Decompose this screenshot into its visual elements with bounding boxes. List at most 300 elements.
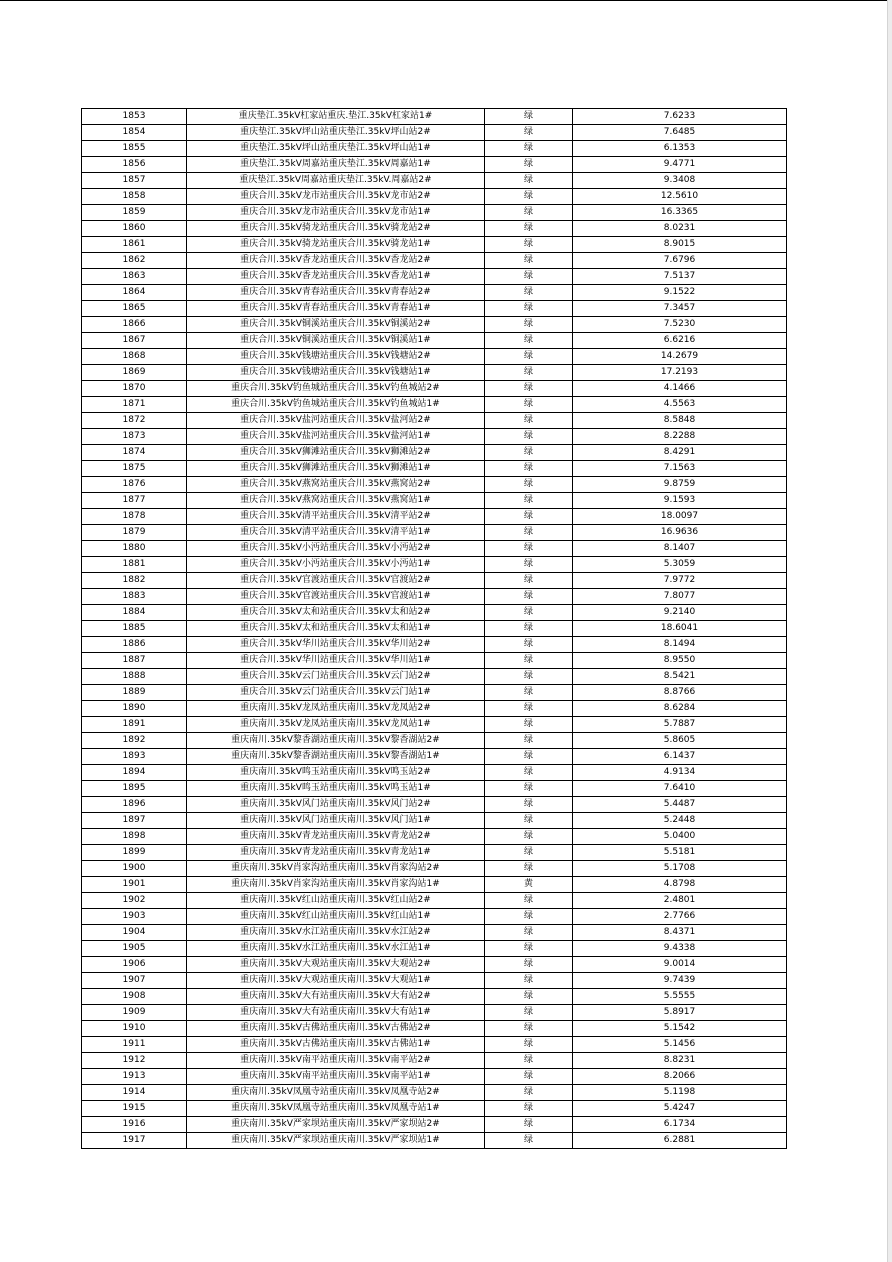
table-row bbox=[82, 333, 787, 349]
table-row bbox=[82, 189, 787, 205]
station-name-cell: 重庆合川.35kV小沔站重庆合川.35kV小沔站2# bbox=[187, 541, 485, 557]
value-cell: 9.1593 bbox=[573, 493, 787, 509]
station-name-cell: 重庆南川.35kV严家坝站重庆南川.35kV严家坝站1# bbox=[187, 1133, 485, 1149]
row-number-cell: 1867 bbox=[82, 333, 187, 349]
table-row bbox=[82, 925, 787, 941]
station-name-cell: 重庆垫江.35kV坪山站重庆垫江.35kV坪山站1# bbox=[187, 141, 485, 157]
table-row bbox=[82, 221, 787, 237]
station-name-cell: 重庆合川.35kV燕窝站重庆合川.35kV燕窝站2# bbox=[187, 477, 485, 493]
value-cell: 18.6041 bbox=[573, 621, 787, 637]
value-cell: 5.0400 bbox=[573, 829, 787, 845]
station-name-cell: 重庆合川.35kV小沔站重庆合川.35kV小沔站1# bbox=[187, 557, 485, 573]
table-row bbox=[82, 765, 787, 781]
status-cell: 绿 bbox=[485, 717, 573, 733]
table-row bbox=[82, 605, 787, 621]
row-number-cell: 1899 bbox=[82, 845, 187, 861]
status-cell: 绿 bbox=[485, 813, 573, 829]
status-cell: 绿 bbox=[485, 1037, 573, 1053]
status-cell: 绿 bbox=[485, 589, 573, 605]
row-number-cell: 1903 bbox=[82, 909, 187, 925]
table-row bbox=[82, 749, 787, 765]
table-row bbox=[82, 109, 787, 125]
value-cell: 5.3059 bbox=[573, 557, 787, 573]
row-number-cell: 1894 bbox=[82, 765, 187, 781]
value-cell: 8.1494 bbox=[573, 637, 787, 653]
status-cell: 绿 bbox=[485, 397, 573, 413]
station-name-cell: 重庆合川.35kV铜溪站重庆合川.35kV铜溪站1# bbox=[187, 333, 485, 349]
station-name-cell: 重庆垫江.35kV周嘉站重庆垫江.35kV.周嘉站2# bbox=[187, 173, 485, 189]
status-cell: 绿 bbox=[485, 221, 573, 237]
value-cell: 6.1353 bbox=[573, 141, 787, 157]
row-number-cell: 1909 bbox=[82, 1005, 187, 1021]
row-number-cell: 1884 bbox=[82, 605, 187, 621]
row-number-cell: 1916 bbox=[82, 1117, 187, 1133]
status-cell: 绿 bbox=[485, 861, 573, 877]
table-row bbox=[82, 493, 787, 509]
station-name-cell: 重庆南川.35kV水江站重庆南川.35kV水江站2# bbox=[187, 925, 485, 941]
value-cell: 6.2881 bbox=[573, 1133, 787, 1149]
station-name-cell: 重庆南川.35kV风门站重庆南川.35kV风门站1# bbox=[187, 813, 485, 829]
station-name-cell: 重庆垫江.35kV周嘉站重庆垫江.35kV周嘉站1# bbox=[187, 157, 485, 173]
row-number-cell: 1865 bbox=[82, 301, 187, 317]
row-number-cell: 1875 bbox=[82, 461, 187, 477]
station-name-cell: 重庆南川.35kV黎香湖站重庆南川.35kV黎香湖站1# bbox=[187, 749, 485, 765]
table-row bbox=[82, 541, 787, 557]
value-cell: 7.5230 bbox=[573, 317, 787, 333]
station-name-cell: 重庆合川.35kV狮滩站重庆合川.35kV狮滩站2# bbox=[187, 445, 485, 461]
station-name-cell: 重庆南川.35kV龙凤站重庆南川.35kV龙凤站1# bbox=[187, 717, 485, 733]
station-name-cell: 重庆南川.35kV红山站重庆南川.35kV红山站1# bbox=[187, 909, 485, 925]
row-number-cell: 1901 bbox=[82, 877, 187, 893]
table-row bbox=[82, 813, 787, 829]
table-row bbox=[82, 861, 787, 877]
row-number-cell: 1873 bbox=[82, 429, 187, 445]
table-row bbox=[82, 269, 787, 285]
table-row bbox=[82, 973, 787, 989]
table-row bbox=[82, 173, 787, 189]
status-cell: 绿 bbox=[485, 637, 573, 653]
table-row bbox=[82, 589, 787, 605]
value-cell: 18.0097 bbox=[573, 509, 787, 525]
station-name-cell: 重庆垫江.35kV坪山站重庆垫江.35kV坪山站2# bbox=[187, 125, 485, 141]
value-cell: 9.7439 bbox=[573, 973, 787, 989]
status-cell: 绿 bbox=[485, 125, 573, 141]
row-number-cell: 1866 bbox=[82, 317, 187, 333]
top-divider bbox=[0, 0, 892, 1]
status-cell: 绿 bbox=[485, 253, 573, 269]
value-cell: 6.1734 bbox=[573, 1117, 787, 1133]
station-name-cell: 重庆合川.35kV官渡站重庆合川.35kV官渡站1# bbox=[187, 589, 485, 605]
table-body bbox=[82, 109, 787, 1149]
station-name-cell: 重庆合川.35kV香龙站重庆合川.35kV香龙站2# bbox=[187, 253, 485, 269]
row-number-cell: 1860 bbox=[82, 221, 187, 237]
table-row bbox=[82, 957, 787, 973]
row-number-cell: 1854 bbox=[82, 125, 187, 141]
station-name-cell: 重庆南川.35kV红山站重庆南川.35kV红山站2# bbox=[187, 893, 485, 909]
table-row bbox=[82, 205, 787, 221]
row-number-cell: 1896 bbox=[82, 797, 187, 813]
row-number-cell: 1906 bbox=[82, 957, 187, 973]
value-cell: 5.7887 bbox=[573, 717, 787, 733]
row-number-cell: 1874 bbox=[82, 445, 187, 461]
row-number-cell: 1908 bbox=[82, 989, 187, 1005]
status-cell: 绿 bbox=[485, 493, 573, 509]
value-cell: 7.6485 bbox=[573, 125, 787, 141]
table-row bbox=[82, 317, 787, 333]
row-number-cell: 1888 bbox=[82, 669, 187, 685]
value-cell: 8.5848 bbox=[573, 413, 787, 429]
table-row bbox=[82, 445, 787, 461]
table-row bbox=[82, 429, 787, 445]
row-number-cell: 1877 bbox=[82, 493, 187, 509]
page-right-edge bbox=[887, 0, 892, 1262]
row-number-cell: 1891 bbox=[82, 717, 187, 733]
status-cell: 绿 bbox=[485, 829, 573, 845]
value-cell: 2.7766 bbox=[573, 909, 787, 925]
table-row bbox=[82, 781, 787, 797]
row-number-cell: 1862 bbox=[82, 253, 187, 269]
table-row bbox=[82, 1037, 787, 1053]
station-name-cell: 重庆南川.35kV黎香湖站重庆南川.35kV黎香湖站2# bbox=[187, 733, 485, 749]
station-name-cell: 重庆合川.35kV青春站重庆合川.35kV青春站2# bbox=[187, 285, 485, 301]
value-cell: 7.5137 bbox=[573, 269, 787, 285]
status-cell: 绿 bbox=[485, 301, 573, 317]
value-cell: 14.2679 bbox=[573, 349, 787, 365]
row-number-cell: 1855 bbox=[82, 141, 187, 157]
station-name-cell: 重庆合川.35kV华川站重庆合川.35kV华川站2# bbox=[187, 637, 485, 653]
station-name-cell: 重庆合川.35kV太和站重庆合川.35kV太和站1# bbox=[187, 621, 485, 637]
value-cell: 9.2140 bbox=[573, 605, 787, 621]
station-name-cell: 重庆合川.35kV铜溪站重庆合川.35kV铜溪站2# bbox=[187, 317, 485, 333]
value-cell: 8.9015 bbox=[573, 237, 787, 253]
station-name-cell: 重庆南川.35kV大观站重庆南川.35kV大观站2# bbox=[187, 957, 485, 973]
value-cell: 5.1198 bbox=[573, 1085, 787, 1101]
status-cell: 绿 bbox=[485, 941, 573, 957]
row-number-cell: 1882 bbox=[82, 573, 187, 589]
status-cell: 绿 bbox=[485, 605, 573, 621]
value-cell: 4.1466 bbox=[573, 381, 787, 397]
status-cell: 绿 bbox=[485, 141, 573, 157]
status-cell: 绿 bbox=[485, 157, 573, 173]
row-number-cell: 1863 bbox=[82, 269, 187, 285]
status-cell: 绿 bbox=[485, 701, 573, 717]
status-cell: 绿 bbox=[485, 1069, 573, 1085]
station-name-cell: 重庆合川.35kV钱塘站重庆合川.35kV钱塘站1# bbox=[187, 365, 485, 381]
status-cell: 绿 bbox=[485, 1021, 573, 1037]
value-cell: 9.0014 bbox=[573, 957, 787, 973]
row-number-cell: 1900 bbox=[82, 861, 187, 877]
table-row bbox=[82, 461, 787, 477]
value-cell: 5.1456 bbox=[573, 1037, 787, 1053]
status-cell: 绿 bbox=[485, 541, 573, 557]
station-name-cell: 重庆合川.35kV骑龙站重庆合川.35kV骑龙站1# bbox=[187, 237, 485, 253]
value-cell: 17.2193 bbox=[573, 365, 787, 381]
station-name-cell: 重庆南川.35kV龙凤站重庆南川.35kV龙凤站2# bbox=[187, 701, 485, 717]
row-number-cell: 1911 bbox=[82, 1037, 187, 1053]
row-number-cell: 1892 bbox=[82, 733, 187, 749]
value-cell: 7.3457 bbox=[573, 301, 787, 317]
value-cell: 8.5421 bbox=[573, 669, 787, 685]
table-row bbox=[82, 1085, 787, 1101]
value-cell: 9.3408 bbox=[573, 173, 787, 189]
row-number-cell: 1914 bbox=[82, 1085, 187, 1101]
station-name-cell: 重庆合川.35kV龙市站重庆合川.35kV龙市站1# bbox=[187, 205, 485, 221]
status-cell: 绿 bbox=[485, 413, 573, 429]
status-cell: 绿 bbox=[485, 685, 573, 701]
row-number-cell: 1902 bbox=[82, 893, 187, 909]
table-row bbox=[82, 893, 787, 909]
row-number-cell: 1879 bbox=[82, 525, 187, 541]
row-number-cell: 1871 bbox=[82, 397, 187, 413]
row-number-cell: 1907 bbox=[82, 973, 187, 989]
status-cell: 绿 bbox=[485, 1053, 573, 1069]
table-row bbox=[82, 653, 787, 669]
value-cell: 7.9772 bbox=[573, 573, 787, 589]
row-number-cell: 1880 bbox=[82, 541, 187, 557]
status-cell: 绿 bbox=[485, 509, 573, 525]
table-row bbox=[82, 989, 787, 1005]
table-row bbox=[82, 909, 787, 925]
status-cell: 绿 bbox=[485, 957, 573, 973]
station-name-cell: 重庆南川.35kV风门站重庆南川.35kV风门站2# bbox=[187, 797, 485, 813]
value-cell: 5.1708 bbox=[573, 861, 787, 877]
row-number-cell: 1883 bbox=[82, 589, 187, 605]
station-name-cell: 重庆南川.35kV鸣玉站重庆南川.35kV鸣玉站1# bbox=[187, 781, 485, 797]
row-number-cell: 1917 bbox=[82, 1133, 187, 1149]
row-number-cell: 1864 bbox=[82, 285, 187, 301]
status-cell: 绿 bbox=[485, 973, 573, 989]
status-cell: 绿 bbox=[485, 1117, 573, 1133]
table-row bbox=[82, 845, 787, 861]
table-row bbox=[82, 1069, 787, 1085]
station-name-cell: 重庆合川.35kV香龙站重庆合川.35kV香龙站1# bbox=[187, 269, 485, 285]
table-row bbox=[82, 477, 787, 493]
station-name-cell: 重庆合川.35kV官渡站重庆合川.35kV官渡站2# bbox=[187, 573, 485, 589]
value-cell: 8.8766 bbox=[573, 685, 787, 701]
status-cell: 绿 bbox=[485, 621, 573, 637]
row-number-cell: 1881 bbox=[82, 557, 187, 573]
value-cell: 7.6410 bbox=[573, 781, 787, 797]
row-number-cell: 1893 bbox=[82, 749, 187, 765]
row-number-cell: 1868 bbox=[82, 349, 187, 365]
value-cell: 2.4801 bbox=[573, 893, 787, 909]
status-cell: 绿 bbox=[485, 317, 573, 333]
status-cell: 绿 bbox=[485, 765, 573, 781]
value-cell: 5.5181 bbox=[573, 845, 787, 861]
row-number-cell: 1904 bbox=[82, 925, 187, 941]
status-cell: 绿 bbox=[485, 733, 573, 749]
table-row bbox=[82, 349, 787, 365]
value-cell: 5.8917 bbox=[573, 1005, 787, 1021]
station-name-cell: 重庆南川.35kV大有站重庆南川.35kV大有站2# bbox=[187, 989, 485, 1005]
table-row bbox=[82, 621, 787, 637]
row-number-cell: 1856 bbox=[82, 157, 187, 173]
table-row bbox=[82, 285, 787, 301]
value-cell: 4.8798 bbox=[573, 877, 787, 893]
status-cell: 绿 bbox=[485, 1005, 573, 1021]
value-cell: 8.8231 bbox=[573, 1053, 787, 1069]
status-cell: 绿 bbox=[485, 205, 573, 221]
value-cell: 5.5555 bbox=[573, 989, 787, 1005]
value-cell: 8.2066 bbox=[573, 1069, 787, 1085]
table-row bbox=[82, 397, 787, 413]
status-cell: 绿 bbox=[485, 109, 573, 125]
value-cell: 6.6216 bbox=[573, 333, 787, 349]
row-number-cell: 1878 bbox=[82, 509, 187, 525]
row-number-cell: 1905 bbox=[82, 941, 187, 957]
station-name-cell: 重庆合川.35kV燕窝站重庆合川.35kV燕窝站1# bbox=[187, 493, 485, 509]
row-number-cell: 1887 bbox=[82, 653, 187, 669]
status-cell: 黄 bbox=[485, 877, 573, 893]
station-name-cell: 重庆合川.35kV龙市站重庆合川.35kV龙市站2# bbox=[187, 189, 485, 205]
station-name-cell: 重庆合川.35kV华川站重庆合川.35kV华川站1# bbox=[187, 653, 485, 669]
station-name-cell: 重庆南川.35kV凤凰寺站重庆南川.35kV凤凰寺站2# bbox=[187, 1085, 485, 1101]
table-row bbox=[82, 637, 787, 653]
table-row bbox=[82, 1133, 787, 1149]
station-name-cell: 重庆南川.35kV严家坝站重庆南川.35kV严家坝站2# bbox=[187, 1117, 485, 1133]
table-row bbox=[82, 253, 787, 269]
value-cell: 7.8077 bbox=[573, 589, 787, 605]
value-cell: 8.4371 bbox=[573, 925, 787, 941]
value-cell: 8.9550 bbox=[573, 653, 787, 669]
table-row bbox=[82, 573, 787, 589]
value-cell: 8.2288 bbox=[573, 429, 787, 445]
table-row bbox=[82, 301, 787, 317]
value-cell: 9.4771 bbox=[573, 157, 787, 173]
value-cell: 4.9134 bbox=[573, 765, 787, 781]
value-cell: 5.2448 bbox=[573, 813, 787, 829]
station-name-cell: 重庆合川.35kV狮滩站重庆合川.35kV狮滩站1# bbox=[187, 461, 485, 477]
value-cell: 8.6284 bbox=[573, 701, 787, 717]
table-row bbox=[82, 877, 787, 893]
station-name-cell: 重庆合川.35kV钓鱼城站重庆合川.35kV钓鱼城站2# bbox=[187, 381, 485, 397]
table-row bbox=[82, 125, 787, 141]
station-name-cell: 重庆垫江.35kV杠家站重庆.垫江.35kV杠家站1# bbox=[187, 109, 485, 125]
status-cell: 绿 bbox=[485, 749, 573, 765]
row-number-cell: 1872 bbox=[82, 413, 187, 429]
table-row bbox=[82, 717, 787, 733]
station-name-cell: 重庆合川.35kV钓鱼城站重庆合川.35kV钓鱼城站1# bbox=[187, 397, 485, 413]
status-cell: 绿 bbox=[485, 445, 573, 461]
station-name-cell: 重庆南川.35kV古佛站重庆南川.35kV古佛站1# bbox=[187, 1037, 485, 1053]
row-number-cell: 1885 bbox=[82, 621, 187, 637]
value-cell: 7.1563 bbox=[573, 461, 787, 477]
station-name-cell: 重庆南川.35kV南平站重庆南川.35kV南平站1# bbox=[187, 1069, 485, 1085]
row-number-cell: 1895 bbox=[82, 781, 187, 797]
value-cell: 9.1522 bbox=[573, 285, 787, 301]
station-name-cell: 重庆南川.35kV肖家沟站重庆南川.35kV肖家沟站1# bbox=[187, 877, 485, 893]
status-cell: 绿 bbox=[485, 173, 573, 189]
status-cell: 绿 bbox=[485, 237, 573, 253]
value-cell: 5.4487 bbox=[573, 797, 787, 813]
status-cell: 绿 bbox=[485, 557, 573, 573]
station-name-cell: 重庆合川.35kV盐河站重庆合川.35kV盐河站1# bbox=[187, 429, 485, 445]
status-cell: 绿 bbox=[485, 909, 573, 925]
table-row bbox=[82, 701, 787, 717]
table-row bbox=[82, 157, 787, 173]
status-cell: 绿 bbox=[485, 893, 573, 909]
value-cell: 9.4338 bbox=[573, 941, 787, 957]
status-cell: 绿 bbox=[485, 285, 573, 301]
table-row bbox=[82, 1021, 787, 1037]
value-cell: 5.1542 bbox=[573, 1021, 787, 1037]
value-cell: 6.1437 bbox=[573, 749, 787, 765]
table-row bbox=[82, 669, 787, 685]
table-row bbox=[82, 557, 787, 573]
status-cell: 绿 bbox=[485, 189, 573, 205]
value-cell: 5.4247 bbox=[573, 1101, 787, 1117]
status-cell: 绿 bbox=[485, 429, 573, 445]
station-name-cell: 重庆合川.35kV青春站重庆合川.35kV青春站1# bbox=[187, 301, 485, 317]
row-number-cell: 1889 bbox=[82, 685, 187, 701]
value-cell: 7.6233 bbox=[573, 109, 787, 125]
table-row bbox=[82, 1005, 787, 1021]
status-cell: 绿 bbox=[485, 365, 573, 381]
station-name-cell: 重庆合川.35kV云门站重庆合川.35kV云门站1# bbox=[187, 685, 485, 701]
station-name-cell: 重庆南川.35kV水江站重庆南川.35kV水江站1# bbox=[187, 941, 485, 957]
table-row bbox=[82, 733, 787, 749]
transformer-data-table bbox=[81, 108, 787, 1149]
status-cell: 绿 bbox=[485, 461, 573, 477]
value-cell: 7.6796 bbox=[573, 253, 787, 269]
value-cell: 12.5610 bbox=[573, 189, 787, 205]
value-cell: 16.3365 bbox=[573, 205, 787, 221]
table-row bbox=[82, 381, 787, 397]
row-number-cell: 1861 bbox=[82, 237, 187, 253]
status-cell: 绿 bbox=[485, 653, 573, 669]
row-number-cell: 1898 bbox=[82, 829, 187, 845]
status-cell: 绿 bbox=[485, 477, 573, 493]
row-number-cell: 1859 bbox=[82, 205, 187, 221]
row-number-cell: 1869 bbox=[82, 365, 187, 381]
table-row bbox=[82, 237, 787, 253]
status-cell: 绿 bbox=[485, 333, 573, 349]
value-cell: 16.9636 bbox=[573, 525, 787, 541]
value-cell: 9.8759 bbox=[573, 477, 787, 493]
table-row bbox=[82, 365, 787, 381]
table-row bbox=[82, 1053, 787, 1069]
station-name-cell: 重庆南川.35kV大有站重庆南川.35kV大有站1# bbox=[187, 1005, 485, 1021]
status-cell: 绿 bbox=[485, 1085, 573, 1101]
table-row bbox=[82, 829, 787, 845]
status-cell: 绿 bbox=[485, 669, 573, 685]
row-number-cell: 1912 bbox=[82, 1053, 187, 1069]
row-number-cell: 1870 bbox=[82, 381, 187, 397]
status-cell: 绿 bbox=[485, 845, 573, 861]
value-cell: 4.5563 bbox=[573, 397, 787, 413]
status-cell: 绿 bbox=[485, 925, 573, 941]
table-row bbox=[82, 941, 787, 957]
table-row bbox=[82, 797, 787, 813]
table-row bbox=[82, 141, 787, 157]
row-number-cell: 1913 bbox=[82, 1069, 187, 1085]
row-number-cell: 1886 bbox=[82, 637, 187, 653]
row-number-cell: 1890 bbox=[82, 701, 187, 717]
station-name-cell: 重庆合川.35kV云门站重庆合川.35kV云门站2# bbox=[187, 669, 485, 685]
station-name-cell: 重庆合川.35kV太和站重庆合川.35kV太和站2# bbox=[187, 605, 485, 621]
station-name-cell: 重庆南川.35kV青龙站重庆南川.35kV青龙站1# bbox=[187, 845, 485, 861]
table-row bbox=[82, 509, 787, 525]
table-row bbox=[82, 525, 787, 541]
station-name-cell: 重庆合川.35kV盐河站重庆合川.35kV盐河站2# bbox=[187, 413, 485, 429]
station-name-cell: 重庆南川.35kV大观站重庆南川.35kV大观站1# bbox=[187, 973, 485, 989]
row-number-cell: 1897 bbox=[82, 813, 187, 829]
station-name-cell: 重庆南川.35kV古佛站重庆南川.35kV古佛站2# bbox=[187, 1021, 485, 1037]
value-cell: 8.4291 bbox=[573, 445, 787, 461]
station-name-cell: 重庆合川.35kV清平站重庆合川.35kV清平站1# bbox=[187, 525, 485, 541]
table-row bbox=[82, 1101, 787, 1117]
status-cell: 绿 bbox=[485, 269, 573, 285]
